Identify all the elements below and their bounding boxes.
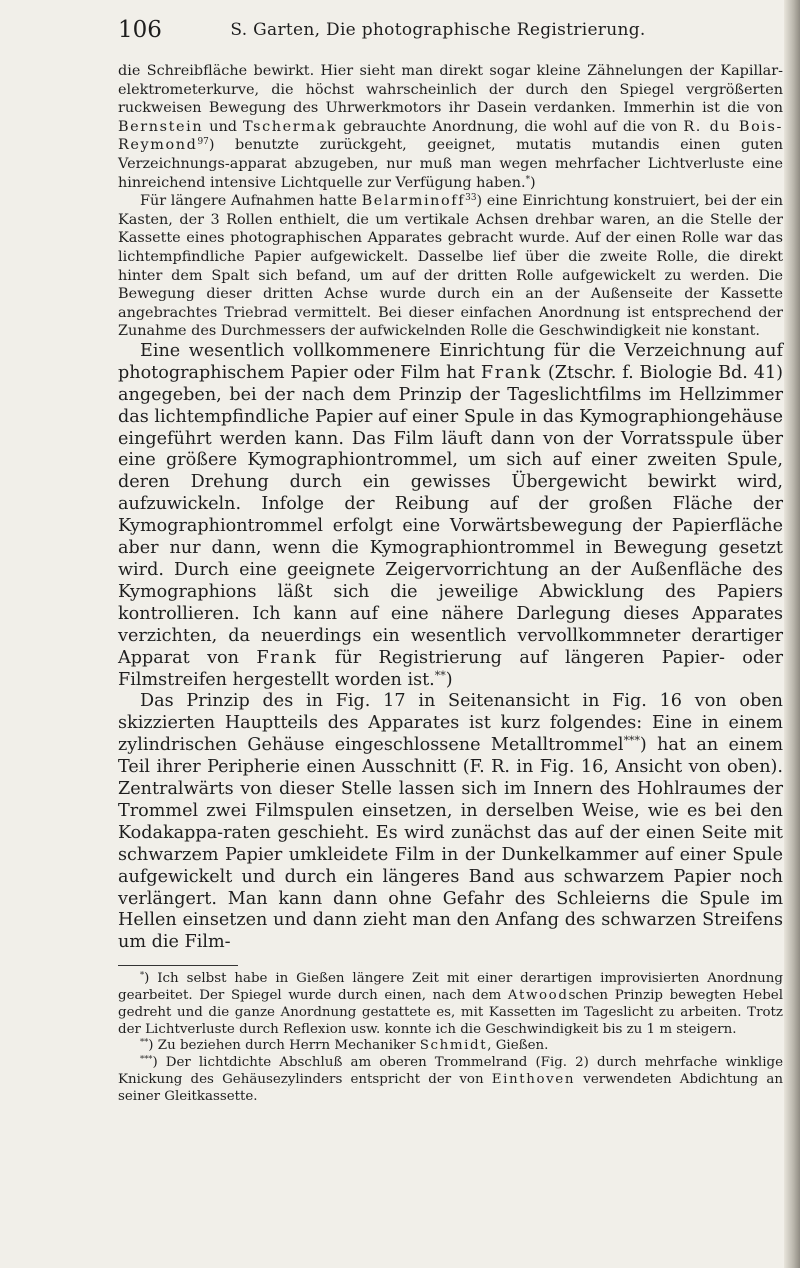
author-name: Frank — [480, 362, 542, 383]
footnote-fn1 — [118, 971, 783, 1038]
text-run: ) benutzte zurückgeht, geeignet, mutatis mutandis einen guten Verzeichnungs-apparat abzugeben, nur muß man wegen mehrfacher Lichtverluste eine hinreichend intensive Lichtquelle zur Verfügung haben. — [118, 137, 783, 191]
page-number: 106 — [118, 17, 162, 43]
footnote-marker: *** — [623, 734, 640, 748]
text-run: ) Ich selbst habe in Gießen längere Zeit mit einer derartigen improvisierten Anordnung gearbeitet. Der Spiegel wurde durch einen, nach dem — [118, 971, 783, 1004]
text-run: ) — [445, 669, 453, 690]
text-run: Für längere Aufnahmen hatte — [140, 193, 362, 210]
footnote-marker: ** — [434, 668, 446, 682]
author-name: Belarminoff — [361, 193, 466, 210]
footnote-marker: ** — [140, 1036, 149, 1047]
running-title: S. Garten, Die photographische Registrierung. — [230, 20, 646, 40]
author-name: Frank — [256, 647, 318, 668]
paragraph-p4 — [118, 691, 783, 954]
author-name: Bernstein — [118, 118, 204, 135]
page-header — [118, 17, 778, 47]
main-text — [118, 62, 783, 954]
author-name: Tschermak — [243, 118, 338, 135]
text-run: (Ztschr. f. Biologie Bd. 41) angegeben, bei der nach dem Prinzip der Tageslichtfilms im Hellzimmer das lichtempfindliche Papier auf einer Spule in das Kymographiongehäuse eingeführt werden kann. Das Film läuft dann von der Vorratsspule über eine größere Kymographiontrommel, um sich auf einer zweiten Spule, deren Drehung durch ein gewisses Übergewicht bewirkt wird, aufzuwickeln. Infolge der Reibung auf der großen Fläche der Kymographiontrommel erfolgt eine Vorwärtsbewegung der Papierfläche aber nur dann, wenn die Kymographiontrommel in Bewegung gesetzt wird. Durch eine geeignete Zeigervorrichtung an der Außenfläche des Kymographions läßt sich die jeweilige Abwicklung des Papiers kontrollieren. Ich kann auf eine nähere Darlegung dieses Apparates verzichten, da neuerdings ein wesentlich vervollkommneter derartiger Apparat von — [118, 362, 783, 668]
text-run: die Schreibfläche bewirkt. Hier sieht man direkt sogar kleine Zähnelungen der Kapillar-elektrometerkurve, die höchst wahrscheinlich der durch den Spiegel vergrößerten ruckweisen Bewegung des Uhrwerkmotors ihr Dasein verdanken. Immerhin ist die von — [118, 63, 783, 117]
footnote-marker: 33 — [465, 193, 477, 204]
text-run: , Gießen. — [487, 1038, 549, 1054]
text-run: schen Prinzip bewegten Hebel gedreht und die ganze Anordnung gestattete es, mit Kassetten im Tageslicht zu arbeiten. Trotz der Lichtverluste durch Reflexion usw. konnte ich die Geschwindigkeit bis zu 1 m steigern. — [118, 988, 784, 1037]
text-run: gebrauchte Anordnung, die wohl auf die von — [337, 118, 684, 135]
text-run: ) — [530, 174, 536, 191]
author-name: R. du Bois-Reymond — [118, 118, 783, 154]
text-run: ) hat an einem Teil ihrer Peripherie einen Ausschnitt (F. R. in Fig. 16, Ansicht von oben). Zentralwärts von dieser Stelle lassen sich im Innern des Hohlraumes der Trommel zwei Filmspulen einsetzen, in derselben Weise, wie es bei den Kodakappa-raten geschieht. Es wird zunächst das auf der einen Seite mit schwarzem Papier umkleidete Film in der Dunkelkammer auf einer Spule aufgewickelt und durch ein längeres Band aus schwarzem Papier noch verlängert. Man kann dann ohne Gefahr des Schleierns die Spule im Hellen einsetzen und dann zieht man den Anfang des schwarzen Streifens um die Film- — [118, 735, 783, 953]
author-name: Schmidt — [419, 1038, 488, 1054]
author-name: Atwood — [507, 988, 569, 1004]
text-run: Das Prinzip des in Fig. 17 in Seitenansicht in Fig. 16 von oben skizzierten Hauptteils des Apparates ist kurz folgendes: Eine in einem zylindrischen Gehäuse eingeschlossene Metalltrommel — [118, 691, 783, 756]
footnote-rule — [118, 965, 238, 966]
footnotes — [118, 971, 783, 1105]
paragraph-p1 — [118, 62, 783, 192]
footnote-marker: * — [525, 174, 531, 185]
text-run: ) Der lichtdichte Abschluß am oberen Trommelrand (Fig. 2) durch mehrfache winklige Knickung des Gehäusezylinders entspricht der von — [118, 1055, 783, 1088]
paragraph-p2 — [118, 192, 783, 341]
footnote-fn3 — [118, 1055, 783, 1105]
footnote-marker: * — [140, 969, 145, 980]
author-name: Einthoven — [491, 1072, 576, 1088]
page-body — [118, 62, 783, 1106]
text-run: und — [203, 118, 244, 135]
text-run: verwendeten Abdichtung an seiner Gleitkassette. — [118, 1072, 783, 1104]
text-run: Eine wesentlich vollkommenere Einrichtung für die Verzeichnung auf photographischem Papier oder Film hat — [118, 340, 783, 383]
footnote-fn2 — [118, 1038, 783, 1055]
footnote-marker: *** — [140, 1053, 153, 1064]
text-run: ) eine Einrichtung konstruiert, bei der ein Kasten, der 3 Rollen enthielt, die um vertikale Achsen drehbar waren, an die Stelle der Kassette eines photographischen Apparates gebracht wurde. Auf der einen Rolle war das lichtempfindliche Papier aufgewickelt. Dasselbe lief über die zweite Rolle, die direkt hinter dem Spalt sich befand, um auf der dritten Rolle aufgewickelt zu werden. Die Bewegung dieser dritten Achse wurde durch ein an der Außenseite der Kassette angebrachtes Triebrad vermittelt. Bei dieser einfachen Anordnung ist entsprechend der Zunahme des Durchmessers der aufwickelnden Rolle die Geschwindigkeit nie konstant. — [118, 193, 784, 340]
footnote-marker: 97 — [197, 137, 209, 148]
page-edge-shadow — [784, 0, 800, 1268]
text-run: ) Zu beziehen durch Herrn Mechaniker — [148, 1038, 420, 1054]
paragraph-p3 — [118, 341, 783, 692]
text-run: für Registrierung auf längeren Papier- oder Filmstreifen hergestellt worden ist. — [118, 647, 783, 690]
